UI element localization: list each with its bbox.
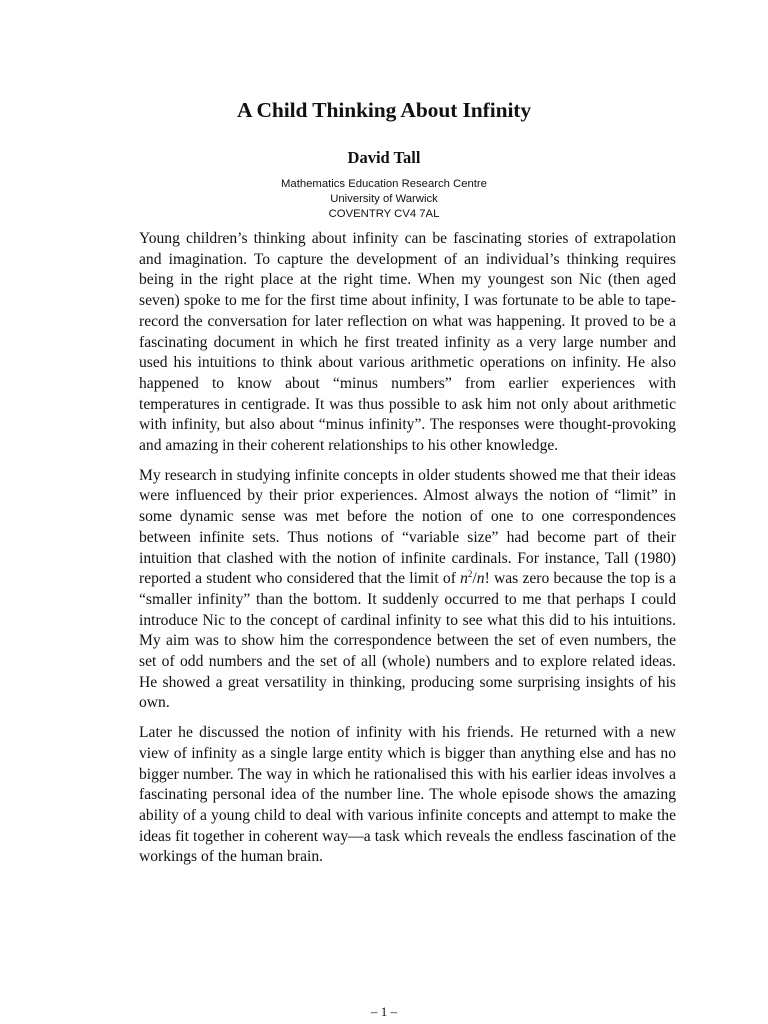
math-factorial: !: [484, 570, 490, 588]
author-name: David Tall: [347, 148, 421, 167]
paragraph-3: Later he discussed the notion of infinity with his friends. He returned with a new view of infinity as a single large entity which is bigger than anything else and has no bigger number. The way in which he rationalised this with his earlier ideas involves a fascinating personal idea of the number line. The whole episode shows the amazing ability of a young child to deal with various infinite concepts and attempt to make the ideas fit together in coherent way—a task which reveals the endless fascination of the workings of the human brain.: [139, 724, 676, 866]
page-number: – 1 –: [371, 1004, 397, 1019]
affiliation-line-3: COVENTRY CV4 7AL: [328, 208, 440, 220]
paragraph-2-text-after: was zero because the top is a “smaller infinity” than the bottom. It suddenly occurred to me that perhaps I could introduce Nic to the concept of cardinal infinity to see what this did to his intuitions. My aim was to show him the correspondence between the set of even numbers, the set of odd numbers and the set of all (whole) numbers and to explore related ideas. He showed a great versatility in thinking, producing some surprising insights of his own.: [139, 570, 676, 712]
paragraph-2: [139, 466, 676, 714]
paragraph-1: Young children’s thinking about infinity can be fascinating stories of extrapolation and imagination. To capture the development of an individual’s thinking requires being in the right place at the right time. When my youngest son Nic (then aged seven) spoke to me for the first time about infinity, I was fortunate to be able to tape-record the conversation for later reflection on what was happening. It proved to be a fascinating document in which he first treated infinity as a very large number and used his intuitions to think about various arithmetic operations on infinity. He also happened to know about “minus numbers” from earlier experiences with temperatures in centigrade. It was thus possible to ask him not only about arithmetic with infinity, but also about “minus infinity”. The responses were thought-provoking and amazing in their coherent relationships to his other knowledge.: [139, 230, 676, 455]
math-exponent: 2: [467, 569, 473, 580]
affiliation-line-1: Mathematics Education Research Centre: [281, 178, 487, 190]
math-n-denominator: n: [476, 570, 485, 588]
affiliation-line-2: University of Warwick: [330, 193, 438, 205]
math-n: n: [460, 570, 468, 588]
affiliation-block: [0, 177, 768, 222]
math-slash: /: [472, 570, 477, 588]
paper-title: A Child Thinking About Infinity: [236, 98, 532, 122]
body-text: [139, 229, 676, 877]
paragraph-2-text-before: My research in studying infinite concepts in older students showed me that their ideas were influenced by their prior experiences. Almost always the notion of “limit” in some dynamic sense was met before the notion of one to one correspondences between infinite sets. Thus notions of “variable size” had become part of their intuition that clashed with the notion of infinite cardinals. For instance, Tall (1980) reported a student who considered that the limit of: [139, 466, 676, 588]
